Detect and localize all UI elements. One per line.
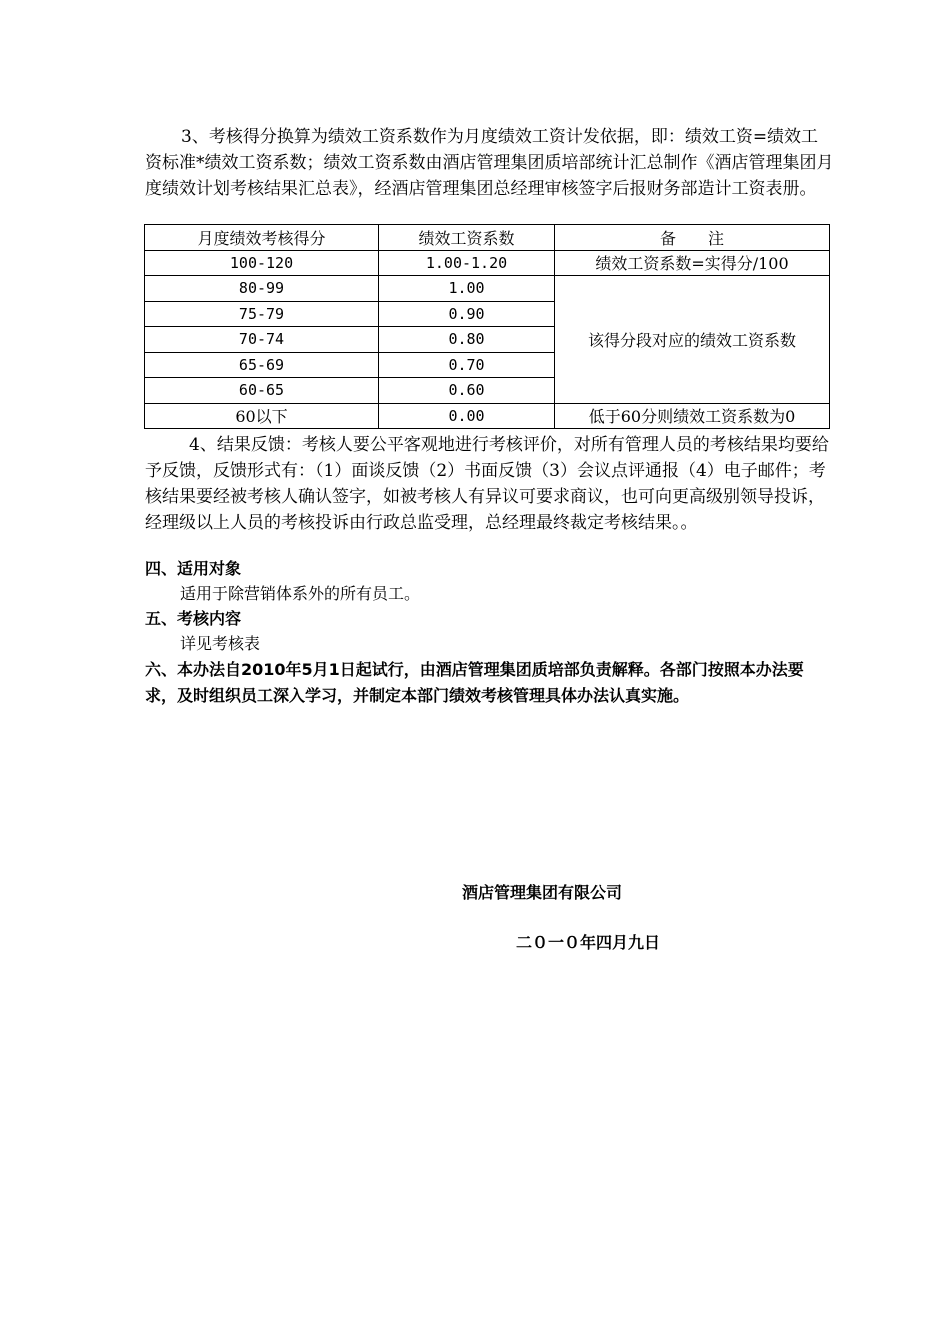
score-cell: 60-65 bbox=[145, 378, 379, 404]
heading-applicable-scope: 四、适用对象 bbox=[145, 559, 242, 578]
coefficient-cell: 0.80 bbox=[379, 327, 555, 353]
table-row bbox=[145, 403, 830, 429]
assessment-content-body: 详见考核表 bbox=[180, 634, 261, 653]
score-cell: 80-99 bbox=[145, 276, 379, 302]
applicable-scope-body: 适用于除营销体系外的所有员工。 bbox=[180, 584, 421, 603]
table-header-row bbox=[145, 225, 830, 251]
coefficient-cell: 0.90 bbox=[379, 301, 555, 327]
coefficient-cell: 1.00-1.20 bbox=[379, 250, 555, 276]
score-cell: 60以下 bbox=[145, 403, 379, 429]
coefficient-cell: 0.60 bbox=[379, 378, 555, 404]
score-cell: 70-74 bbox=[145, 327, 379, 353]
score-cell: 100-120 bbox=[145, 250, 379, 276]
table-row bbox=[145, 276, 830, 302]
heading-assessment-content: 五、考核内容 bbox=[145, 609, 242, 628]
section-3-paragraph: 3、考核得分换算为绩效工资系数作为月度绩效工资计发依据，即：绩效工资=绩效工资标准*绩效工资系数；绩效工资系数由酒店管理集团质培部统计汇总制作《酒店管理集团月度绩效计划考核结果汇总表》，经酒店管理集团总经理审核签字后报财务部造计工资表册。 bbox=[145, 127, 834, 199]
coefficient-cell: 0.70 bbox=[379, 352, 555, 378]
coefficient-cell: 0.00 bbox=[379, 403, 555, 429]
coefficient-cell: 1.00 bbox=[379, 276, 555, 302]
header-score: 月度绩效考核得分 bbox=[145, 225, 379, 251]
merged-note-cell: 该得分段对应的绩效工资系数 bbox=[555, 276, 830, 404]
table-row bbox=[145, 250, 830, 276]
score-cell: 65-69 bbox=[145, 352, 379, 378]
note-cell: 低于60分则绩效工资系数为0 bbox=[555, 403, 830, 429]
section-4-paragraph: 4、结果反馈：考核人要公平客观地进行考核评价，对所有管理人员的考核结果均要给予反馈，反馈形式有：（1）面谈反馈（2）书面反馈（3）会议点评通报（4）电子邮件；考核结果要经被考核人确认签字，如被考核人有异议可要求商议，也可向更高级别领导投诉，经理级以上人员的考核投诉由行政总监受理，总经理最终裁定考核结果。。 bbox=[145, 435, 829, 533]
signature-date: 二０一０年四月九日 bbox=[516, 933, 661, 952]
score-cell: 75-79 bbox=[145, 301, 379, 327]
coefficient-table bbox=[144, 224, 830, 429]
section-6-paragraph: 六、本办法自2010年5月1日起试行，由酒店管理集团质培部负责解释。各部门按照本办法要求，及时组织员工深入学习，并制定本部门绩效考核管理具体办法认真实施。 bbox=[145, 660, 804, 705]
header-coefficient: 绩效工资系数 bbox=[379, 225, 555, 251]
note-cell: 绩效工资系数=实得分/100 bbox=[555, 250, 830, 276]
signature-company: 酒店管理集团有限公司 bbox=[462, 883, 623, 902]
header-note: 备 注 bbox=[555, 225, 830, 251]
